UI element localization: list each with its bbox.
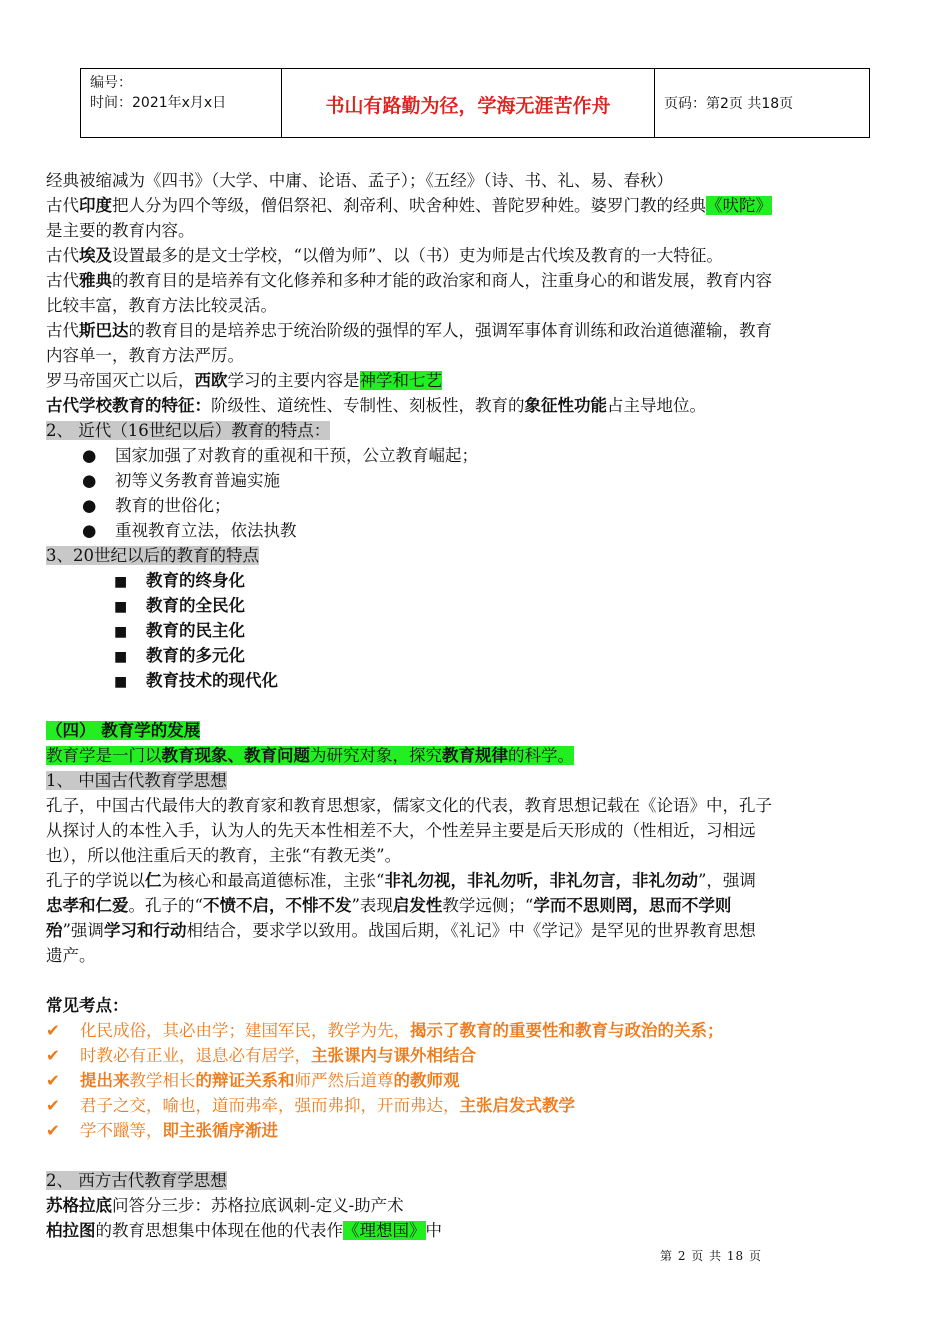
text-line: 苏格拉底问答分三步：苏格拉底讽刺-定义-助产术 bbox=[46, 1196, 404, 1215]
list-item: ■ 教育技术的现代化 bbox=[46, 668, 896, 693]
section-heading: 2、 近代（16世纪以后）教育的特点： bbox=[46, 421, 331, 440]
list-item: ● 国家加强了对教育的重视和干预，公立教育崛起； bbox=[46, 443, 896, 468]
square-bullet-icon: ■ bbox=[114, 624, 128, 640]
text-line: 古代埃及设置最多的是文士学校，“以僧为师”、以（书）吏为师是古代埃及教育的一大特征。 bbox=[46, 246, 723, 265]
highlight-text: 《理想国》 bbox=[343, 1221, 426, 1240]
section-heading: （四） 教育学的发展 bbox=[46, 721, 201, 740]
text-line: 内容单一，教育方法严厉。 bbox=[46, 346, 244, 365]
checklist-item: ✔ 化民成俗，其必由学；建国军民，教学为先，揭示了教育的重要性和教育与政治的关系； bbox=[46, 1018, 896, 1043]
text-line: 遗产。 bbox=[46, 946, 96, 965]
checklist-item: ✔ 时教必有正业，退息必有居学，主张课内与课外相结合 bbox=[46, 1043, 896, 1068]
header-divider bbox=[654, 69, 655, 137]
header-divider bbox=[80, 69, 81, 137]
checklist-item: ✔ 提出来教学相长的辩证关系和师严然后道尊的教师观 bbox=[46, 1068, 896, 1093]
text-line: 古代斯巴达的教育目的是培养忠于统治阶级的强悍的军人，强调军事体育训练和政治道德灌输，教育 bbox=[46, 321, 772, 340]
doc-date: 时间：2021年x月x日 bbox=[90, 95, 227, 111]
text-line: 经典被缩减为《四书》（大学、中庸、论语、孟子）；《五经》（诗、书、礼、易、春秋） bbox=[46, 171, 673, 190]
header-meta bbox=[90, 73, 226, 113]
bullet-icon: ● bbox=[82, 471, 97, 490]
list-item: ■ 教育的民主化 bbox=[46, 618, 896, 643]
text-line: 罗马帝国灭亡以后，西欧学习的主要内容是神学和七艺 bbox=[46, 371, 442, 390]
square-bullet-icon: ■ bbox=[114, 574, 128, 590]
header-page-info: 页码：第2页 共18页 bbox=[664, 96, 794, 112]
highlight-text: 神学和七艺 bbox=[359, 371, 442, 390]
check-icon: ✔ bbox=[46, 1071, 60, 1090]
text-line: 古代雅典的教育目的是培养有文化修养和多种才能的政治家和商人，注重身心的和谐发展，教育内容 bbox=[46, 271, 772, 290]
square-bullet-icon: ■ bbox=[114, 674, 128, 690]
section-heading: 1、 中国古代教育学思想 bbox=[46, 771, 227, 790]
text-line: 从探讨人的本性入手，认为人的先天本性相差不大，个性差异主要是后天形成的（性相近，习相远 bbox=[46, 821, 756, 840]
bullet-icon: ● bbox=[82, 521, 97, 540]
text-line: 古代印度把人分为四个等级，僧侣祭祀、刹帝利、吠舍种姓、普陀罗种姓。婆罗门教的经典《吠陀》 bbox=[46, 196, 772, 215]
list-item: ● 初等义务教育普遍实施 bbox=[46, 468, 896, 493]
text-line: 古代学校教育的特征：阶级性、道统性、专制性、刻板性，教育的象征性功能占主导地位。 bbox=[46, 396, 706, 415]
list-item: ■ 教育的全民化 bbox=[46, 593, 896, 618]
list-item: ■ 教育的多元化 bbox=[46, 643, 896, 668]
text-line: 也），所以他注重后天的教育，主张“有教无类”。 bbox=[46, 846, 402, 865]
section-heading: 3、20世纪以后的教育的特点 bbox=[46, 546, 259, 565]
doc-number: 编号： bbox=[90, 75, 132, 91]
document-body bbox=[46, 168, 896, 1243]
bullet-icon: ● bbox=[82, 446, 97, 465]
highlight-text: 《吠陀》 bbox=[706, 196, 772, 215]
header-motto: 书山有路勤为径，学海无涯苦作舟 bbox=[325, 95, 611, 117]
check-icon: ✔ bbox=[46, 1096, 60, 1115]
page-header bbox=[80, 68, 870, 138]
check-icon: ✔ bbox=[46, 1121, 60, 1140]
bullet-icon: ● bbox=[82, 496, 97, 515]
text-line: 忠孝和仁爱。孔子的“不愤不启，不悱不发”表现启发性教学远侧；“学而不思则罔，思而不学则 bbox=[46, 896, 732, 915]
text-line: 比较丰富，教育方法比较灵活。 bbox=[46, 296, 277, 315]
header-divider bbox=[869, 69, 870, 137]
square-bullet-icon: ■ bbox=[114, 599, 128, 615]
key-points-heading: 常见考点： bbox=[46, 996, 129, 1015]
check-icon: ✔ bbox=[46, 1021, 60, 1040]
page-footer: 第 2 页 共 18 页 bbox=[660, 1249, 762, 1263]
text-line: 殆”强调学习和行动相结合，要求学以致用。战国后期，《礼记》中《学记》是罕见的世界教育思想 bbox=[46, 921, 756, 940]
text-line: 孔子，中国古代最伟大的教育家和教育思想家，儒家文化的代表，教育思想记载在《论语》中，孔子 bbox=[46, 796, 772, 815]
text-line: 柏拉图的教育思想集中体现在他的代表作《理想国》中 bbox=[46, 1221, 442, 1240]
list-item: ● 重视教育立法，依法执教 bbox=[46, 518, 896, 543]
text-line: 教育学是一门以教育现象、教育问题为研究对象，探究教育规律的科学。 bbox=[46, 746, 574, 765]
checklist-item: ✔ 君子之交，喻也，道而弗牵，强而弗抑，开而弗达，主张启发式教学 bbox=[46, 1093, 896, 1118]
square-bullet-icon: ■ bbox=[114, 649, 128, 665]
checklist-item: ✔ 学不躐等，即主张循序渐进 bbox=[46, 1118, 896, 1143]
text-line: 是主要的教育内容。 bbox=[46, 221, 195, 240]
list-item: ● 教育的世俗化； bbox=[46, 493, 896, 518]
list-item: ■ 教育的终身化 bbox=[46, 568, 896, 593]
check-icon: ✔ bbox=[46, 1046, 60, 1065]
text-line: 孔子的学说以仁为核心和最高道德标准，主张“非礼勿视，非礼勿听，非礼勿言，非礼勿动”，强调 bbox=[46, 871, 756, 890]
section-heading: 2、 西方古代教育学思想 bbox=[46, 1171, 227, 1190]
